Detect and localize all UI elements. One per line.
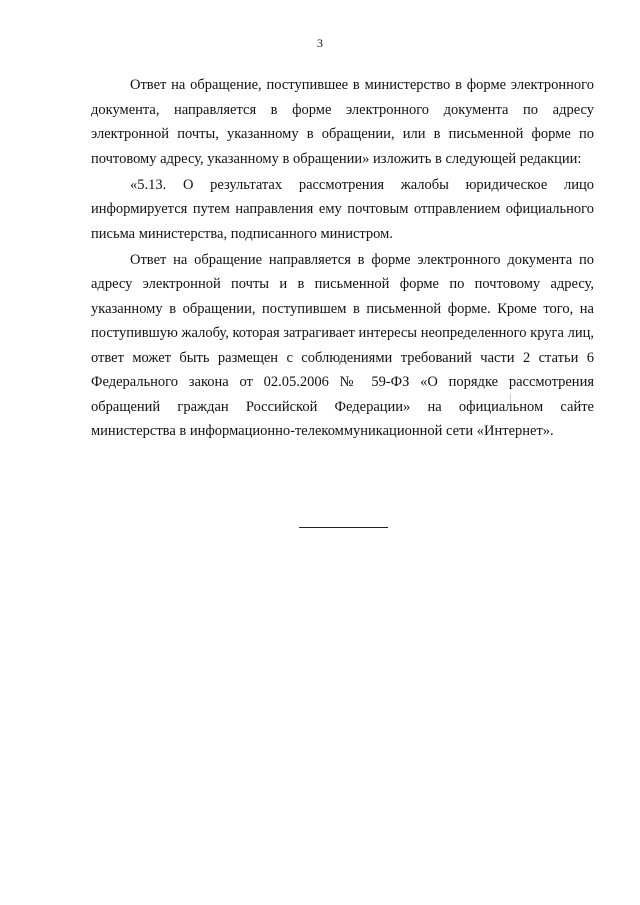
end-separator-line [299, 527, 388, 528]
paragraph-response-electronic-form: Ответ на обращение, поступившее в министерство в форме электронного документа, направляется в форме электронного документа по адресу электронной почты, указанному в обращении, или в письменной форме по почтовому адресу, указанному в обращении» изложить в следующей редакции: [91, 77, 594, 167]
paragraph-response-publication: Ответ на обращение направляется в форме электронного документа по адресу электронной почты и в письменной форме по почтовому адресу, указанному в обращении, поступившем в письменной форме. Кроме того, на поступившую жалобу, которая затрагивает интересы неопределенного круга лиц, ответ может быть размещен с соблюдениями требований части 2 статьи 6 Федерального закона от 02.05.2006 № 59-ФЗ «О порядке рассмотрения обращений граждан Российской Федерации» на официальном сайте министерства в информационно-телекоммуникационной сети «Интернет». [91, 251, 594, 439]
page-number: 3 [317, 36, 323, 50]
scan-artifact-mark [510, 393, 514, 405]
paragraph-section-5-13: «5.13. О результатах рассмотрения жалобы юридическое лицо информируется путем направления ему почтовым отправлением официального письма министерства, подписанного министром. [91, 176, 594, 242]
document-body [91, 73, 594, 445]
